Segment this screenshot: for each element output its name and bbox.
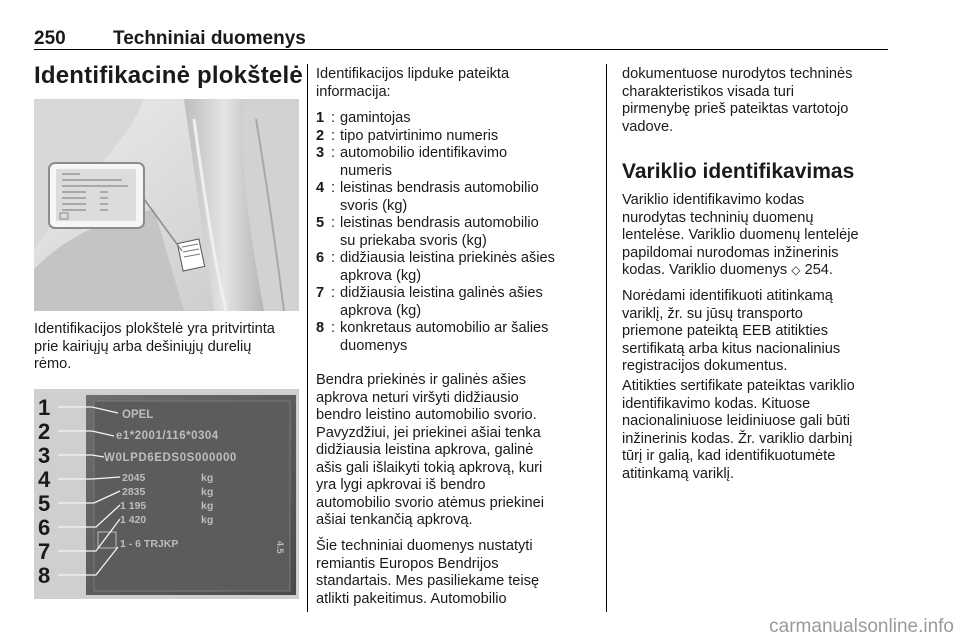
paragraph-line: nurodytas techninių duomenų	[622, 209, 814, 226]
item-text	[340, 250, 600, 285]
paragraph-line: Šie techniniai duomenys nustatyti	[316, 538, 533, 554]
plate-weight-value: 1 420	[120, 514, 147, 526]
engine-identification-heading: Variklio identifikavimas	[622, 160, 855, 183]
plate-weight-unit: kg	[201, 514, 214, 526]
header-rule	[34, 49, 888, 50]
paragraph-line: atitinkamą variklį.	[622, 465, 734, 482]
paragraph-line: sertifikatą arba kitus nacionalinius	[622, 340, 841, 357]
paragraph-line: atlikti pakeitimus. Automobilio	[316, 590, 507, 607]
certificate-code-paragraph	[622, 378, 907, 483]
plate-location-caption	[34, 321, 304, 374]
item-text	[340, 215, 600, 250]
item-number: 8	[316, 320, 325, 336]
item-number: 5	[316, 215, 325, 231]
list-item: 5 : leistinas bendrasis automobilio su priekaba svoris (kg)	[316, 215, 600, 250]
list-item: 1 : gamintojas	[316, 110, 600, 128]
list-item: 2 : tipo patvirtinimo numeris	[316, 128, 600, 146]
callout-number: 4	[38, 467, 51, 492]
plate-weight-value: 2045	[122, 472, 146, 484]
page-reference-link[interactable]: 254.	[804, 262, 833, 278]
item-number: 4	[316, 180, 325, 196]
item-text	[340, 128, 600, 146]
plate-vin: W0LPD6EDS0S000000	[104, 452, 237, 464]
item-text	[340, 110, 600, 128]
item-line: apkrova (kg)	[340, 267, 422, 284]
paragraph-line: Atitikties sertifikate pateiktas variklio	[622, 378, 855, 394]
plate-type-approval: e1*2001/116*0304	[116, 430, 219, 442]
item-text	[340, 285, 600, 320]
door-frame-illustration	[34, 99, 299, 311]
paragraph-line: standartais. Mes pasiliekame teisę	[316, 573, 540, 589]
item-line: apkrova (kg)	[340, 302, 422, 319]
paragraph-line: priemone pateiktą EEB atitikties	[622, 323, 829, 339]
paragraph-line: papildomai nurodomas inžinerinis	[622, 244, 839, 261]
item-line: leistinas bendrasis automobilio	[340, 180, 539, 196]
list-item: 7 : didžiausia leistina galinės ašies apkrova (kg)	[316, 285, 600, 320]
paragraph-line: didžiausia leistina apkrova, galinė	[316, 442, 534, 458]
paragraph-line: Variklio identifikavimo kodas	[622, 192, 805, 208]
callout-number: 6	[38, 515, 51, 540]
plate-fields-list	[316, 110, 600, 355]
item-line: gamintojas	[340, 110, 411, 126]
paragraph-line: variklį, žr. su jūsų transporto	[622, 305, 803, 322]
caption-line: Identifikacijos plokštelė yra pritvirtinta	[34, 321, 275, 337]
eec-certificate-paragraph	[622, 288, 907, 376]
page-number: 250	[34, 28, 66, 49]
item-line: didžiausia leistina galinės ašies	[340, 285, 543, 301]
item-line: didžiausia leistina priekinės ašies	[340, 250, 555, 266]
item-line: tipo patvirtinimo numeris	[340, 127, 499, 144]
caption-line: prie kairiųjų arba dešiniųjų durelių	[34, 338, 252, 355]
item-line: su priekaba svoris (kg)	[340, 232, 487, 249]
paragraph-line: ašis gali išlaikyti tokią apkrovą, kuri	[316, 459, 543, 476]
paragraph-line: remiantis Europos Bendrijos	[316, 555, 499, 572]
column-divider-left	[307, 64, 308, 612]
continuation-paragraph	[622, 66, 897, 136]
intro-line: Identifikacijos lipduke pateikta	[316, 66, 510, 82]
standards-paragraph	[316, 538, 604, 608]
paragraph-line: registracijos dokumentus.	[622, 358, 788, 374]
paragraph-line: Bendra priekinės ir galinės ašies	[316, 372, 527, 388]
plate-info-intro	[316, 66, 600, 101]
callout-number: 2	[38, 419, 51, 444]
column-divider-right	[606, 64, 607, 612]
plate-weight-unit: kg	[201, 486, 214, 498]
paragraph-line: charakteristikos visada turi	[622, 83, 794, 100]
paragraph-line: bendro leistino automobilio svorio.	[316, 407, 537, 423]
callout-number: 3	[38, 443, 51, 468]
callout-number: 8	[38, 563, 51, 588]
list-item: 3 : automobilio identifikavimo numeris	[316, 145, 600, 180]
callout-number: 1	[38, 395, 51, 420]
paragraph-line: nacionaliniuose leidiniuose gali būti	[622, 413, 850, 429]
plate-weight-value: 1 195	[120, 500, 147, 512]
paragraph-line: dokumentuose nurodytos techninės	[622, 66, 853, 82]
paragraph-line: tūrį ir galią, kad identifikuotumėte	[622, 448, 836, 464]
item-text	[340, 320, 600, 355]
watermark: carmanualsonline.info	[769, 616, 954, 637]
caption-line: rėmo.	[34, 356, 72, 372]
plate-vehicle-data: 1 - 6 TRJKP	[120, 538, 179, 550]
callout-number: 7	[38, 539, 51, 564]
paragraph-line: pirmenybę prieš pateiktas vartotojo	[622, 101, 849, 117]
item-line: numeris	[340, 162, 392, 179]
item-line: automobilio identifikavimo	[340, 145, 508, 161]
axle-load-paragraph	[316, 372, 604, 530]
item-line: konkretaus automobilio ar šalies	[340, 320, 549, 336]
item-text	[340, 145, 600, 180]
paragraph-line: identifikavimo kodas. Kituose	[622, 395, 811, 412]
page-header-title: Techniniai duomenys	[113, 28, 306, 49]
paragraph-line: Pavyzdžiui, jei priekinei ašiai tenka	[316, 424, 541, 441]
engine-code-paragraph	[622, 192, 907, 280]
plate-weight-unit: kg	[201, 472, 214, 484]
paragraph-line: apkrova neturi viršyti didžiausio	[316, 389, 519, 406]
item-number: 7	[316, 285, 325, 301]
paragraph-line: vadove.	[622, 118, 674, 135]
item-line: leistinas bendrasis automobilio	[340, 215, 539, 231]
plate-side-mark: 4.5	[275, 541, 285, 554]
plate-manufacturer: OPEL	[122, 409, 154, 421]
item-number: 3	[316, 145, 325, 161]
item-text	[340, 180, 600, 215]
callout-number: 5	[38, 491, 51, 516]
list-item: 8 : konkretaus automobilio ar šalies duomenys	[316, 320, 600, 355]
plate-closeup-illustration	[34, 389, 299, 599]
intro-line: informacija:	[316, 83, 391, 100]
paragraph-line: inžinerinis kodas. Žr. variklio darbinį	[622, 430, 853, 447]
paragraph-line: ašiai tenkančią apkrovą.	[316, 512, 473, 528]
paragraph-line: kodas. Variklio duomenys	[622, 262, 788, 278]
item-number: 6	[316, 250, 325, 266]
item-number: 1	[316, 110, 325, 126]
plate-weight-unit: kg	[201, 500, 214, 512]
item-line: svoris (kg)	[340, 197, 408, 214]
section-title: Identifikacinė plokštelė	[34, 62, 303, 89]
item-line: duomenys	[340, 337, 408, 354]
item-number: 2	[316, 127, 325, 144]
paragraph-line: Norėdami identifikuoti atitinkamą	[622, 288, 833, 304]
plate-weight-value: 2835	[122, 486, 146, 498]
list-item: 6 : didžiausia leistina priekinės ašies apkrova (kg)	[316, 250, 600, 285]
list-item: 4 : leistinas bendrasis automobilio svoris (kg)	[316, 180, 600, 215]
paragraph-line: yra lygi apkrovai iš bendro	[316, 477, 486, 493]
paragraph-line: automobilio svorio atėmus priekinei	[316, 494, 544, 511]
paragraph-line: lentelėse. Variklio duomenų lentelėje	[622, 227, 859, 243]
page-reference-arrow-icon: ◇	[791, 263, 801, 277]
